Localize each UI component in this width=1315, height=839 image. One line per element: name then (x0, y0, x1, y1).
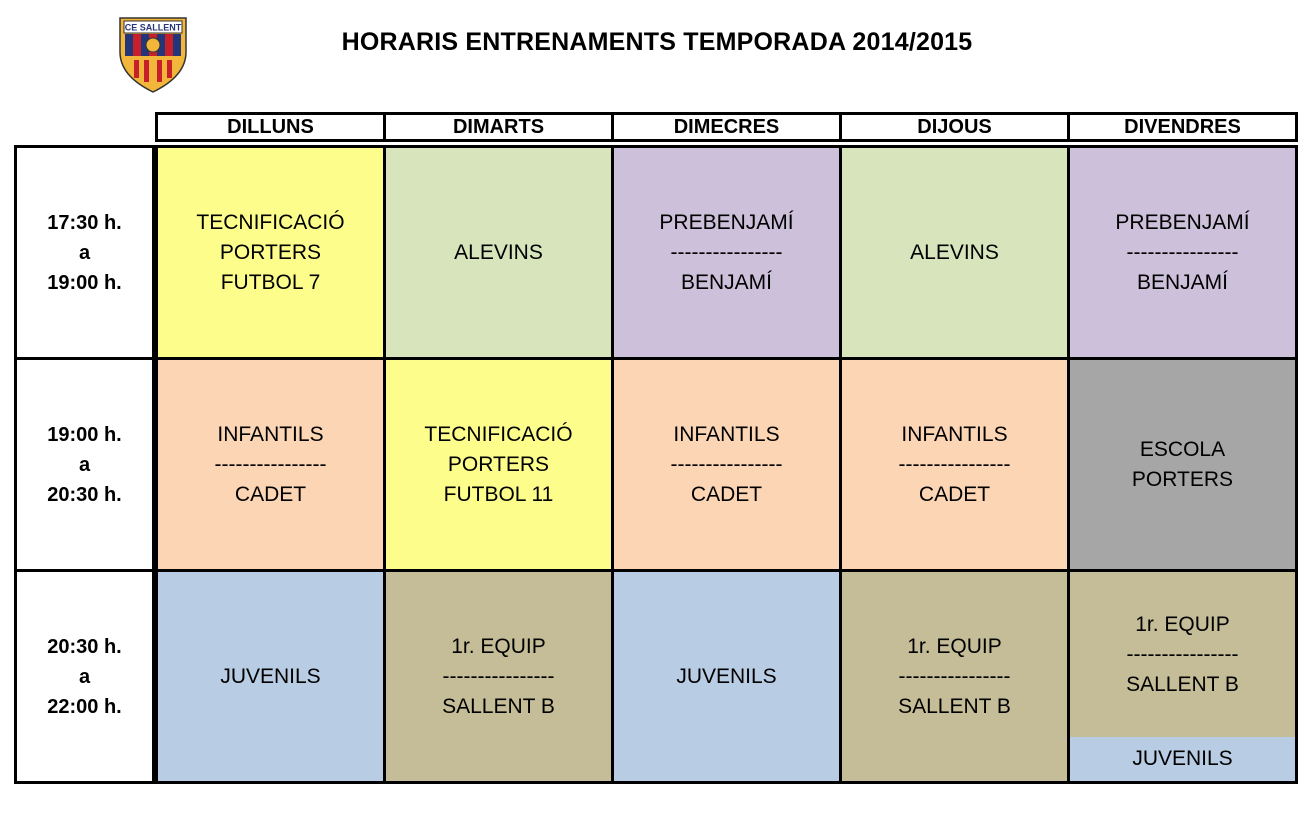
time-separator: a (78, 453, 91, 476)
team-label: INFANTILS (901, 422, 1008, 446)
team-divider: ---------------- (442, 664, 555, 688)
day-header-dimarts: DIMARTS (383, 112, 614, 142)
team-label: FUTBOL 11 (443, 482, 554, 506)
schedule-cell (839, 357, 1070, 572)
team-divider: ---------------- (670, 240, 783, 264)
schedule-cell (1067, 357, 1298, 572)
schedule-cell (383, 569, 614, 784)
time-slot (14, 357, 155, 572)
time-slot (14, 145, 155, 360)
day-header-dijous: DIJOUS (839, 112, 1070, 142)
team-label: ALEVINS (454, 240, 543, 264)
schedule-cell (383, 145, 614, 360)
team-label: PORTERS (1131, 467, 1234, 491)
team-label: CADET (234, 482, 307, 506)
team-label: JUVENILS (1132, 747, 1233, 770)
time-separator: a (78, 241, 91, 264)
team-label: 1r. EQUIP (451, 634, 546, 658)
time-end: 19:00 h. (47, 271, 122, 294)
schedule-cell (1067, 145, 1298, 360)
team-label: PREBENJAMÍ (659, 210, 794, 234)
schedule-cell (155, 569, 386, 784)
team-label: PORTERS (219, 240, 322, 264)
team-label: FUTBOL 7 (220, 270, 321, 294)
time-slot (14, 569, 155, 784)
schedule-cell (611, 145, 842, 360)
team-label: ALEVINS (910, 240, 999, 264)
team-divider: ---------------- (214, 452, 327, 476)
team-label: SALLENT B (898, 694, 1011, 718)
team-label: PREBENJAMÍ (1115, 210, 1250, 234)
team-label: SALLENT B (1126, 672, 1239, 696)
schedule-cell (155, 145, 386, 360)
schedule-cell (839, 569, 1070, 784)
team-label: CADET (918, 482, 991, 506)
schedule-cell (839, 145, 1070, 360)
schedule-cell (611, 569, 842, 784)
team-label: SALLENT B (442, 694, 555, 718)
time-end: 22:00 h. (47, 695, 122, 718)
team-label: ESCOLA (1139, 437, 1226, 461)
team-label: BENJAMÍ (680, 270, 772, 294)
day-header-divendres: DIVENDRES (1067, 112, 1298, 142)
schedule-cell (1067, 569, 1298, 784)
time-start: 17:30 h. (47, 211, 122, 234)
schedule-cell (383, 357, 614, 572)
team-label: BENJAMÍ (1136, 270, 1228, 294)
team-label: PORTERS (447, 452, 550, 476)
schedule-cell (155, 357, 386, 572)
team-label: CADET (690, 482, 763, 506)
team-divider: ---------------- (898, 664, 1011, 688)
team-label: INFANTILS (217, 422, 324, 446)
cell-lower-block (1070, 737, 1295, 781)
club-crest-logo (112, 12, 194, 94)
time-start: 19:00 h. (47, 423, 122, 446)
time-end: 20:30 h. (47, 483, 122, 506)
team-label: JUVENILS (220, 664, 321, 688)
svg-text:CE SALLENT: CE SALLENT (124, 22, 182, 33)
schedule-cell (611, 357, 842, 572)
cell-upper-block (1070, 572, 1295, 737)
team-label: 1r. EQUIP (1135, 612, 1230, 636)
team-label: 1r. EQUIP (907, 634, 1002, 658)
day-header-dilluns: DILLUNS (155, 112, 386, 142)
team-label: JUVENILS (676, 664, 777, 688)
time-start: 20:30 h. (47, 635, 122, 658)
team-divider: ---------------- (1126, 240, 1239, 264)
team-label: TECNIFICACIÓ (196, 210, 345, 234)
team-divider: ---------------- (1126, 642, 1239, 666)
day-header-dimecres: DIMECRES (611, 112, 842, 142)
team-label: TECNIFICACIÓ (424, 422, 573, 446)
team-divider: ---------------- (670, 452, 783, 476)
team-label: INFANTILS (673, 422, 780, 446)
page-title: HORARIS ENTRENAMENTS TEMPORADA 2014/2015 (341, 28, 973, 56)
team-divider: ---------------- (898, 452, 1011, 476)
time-separator: a (78, 665, 91, 688)
